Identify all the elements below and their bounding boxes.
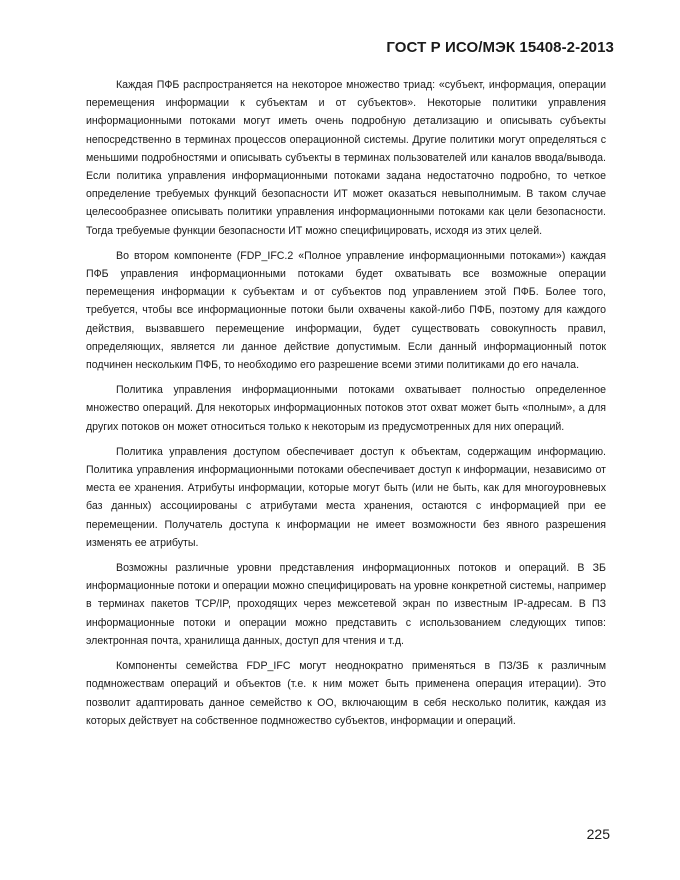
document-header: ГОСТ Р ИСО/МЭК 15408-2-2013 [386, 39, 614, 56]
body-text [86, 76, 606, 737]
paragraph: Компоненты семейства FDP_IFC могут неоднократно применяться в ПЗ/ЗБ к различным подмножествам операций и объектов (т.е. к ним может быть применена операция итерации). Это позволит адаптировать данное семейство к ОО, включающим в себя несколько политик, каждая из которых действует на собственное подмножество субъектов, информации и операций. [86, 660, 606, 727]
paragraph: Возможны различные уровни представления информационных потоков и операций. В ЗБ информационные потоки и операции можно специфицировать на уровне конкретной системы, например в терминах пакетов TCP/IP, проходящих через межсетевой экран по известным IP-адресам. В ПЗ информационные потоки и операции можно представить с использованием следующих типов: электронная почта, хранилища данных, доступ для чтения и т.д. [86, 562, 606, 647]
page-number: 225 [586, 826, 610, 842]
paragraph: Во втором компоненте (FDP_IFC.2 «Полное управление информационными потоками») каждая ПФБ управления информационными потоками будет охватывать все возможные операции перемещения информации к субъектам и от субъектов под управлением этой ПФБ. Более того, требуется, чтобы все информационные потоки были охвачены какой-либо ПФБ, поэтому для каждого действия, вызвавшего перемещение информации, будет существовать совокупность правил, определяющих, является ли данное действие допустимым. Если данный информационный поток подчинен нескольким ПФБ, то необходимо его разрешение всеми этими политиками до его начала. [86, 249, 606, 372]
paragraph: Политика управления доступом обеспечивает доступ к объектам, содержащим информацию. Политика управления информационными потоками обеспечивает доступ к информации, независимо от места ее хранения. Атрибуты информации, которые могут быть (или не быть, как для многоуровневых баз данных) ассоциированы с атрибутами места хранения, остаются с информацией при ее перемещении. Получатель доступа к информации не имеет возможности без явного разрешения изменять ее атрибуты. [86, 445, 606, 549]
paragraph: Политика управления информационными потоками охватывает полностью определенное множество операций. Для некоторых информационных потоков этот охват может быть «полным», а для других потоков он может относиться только к некоторым из предусмотренных для них операций. [86, 384, 606, 433]
paragraph: Каждая ПФБ распространяется на некоторое множество триад: «субъект, информация, операции перемещения информации к субъектам и от субъектов». Некоторые политики управления информационными потоками могут иметь очень подробную детализацию и описывать субъекты непосредственно в терминах процессов операционной системы. Другие политики могут определяться с меньшими подробностями и описывать субъекты в терминах пользователей или каналов ввода/вывода. Если политика управления информационными потоками задана недостаточно подробно, то четкое определение требуемых функций безопасности ИТ может оказаться невыполнимым. В таком случае целесообразнее описывать политики управления информационными потоками как цели безопасности. Тогда требуемые функции безопасности ИТ можно специфицировать, исходя из этих целей. [86, 79, 606, 237]
